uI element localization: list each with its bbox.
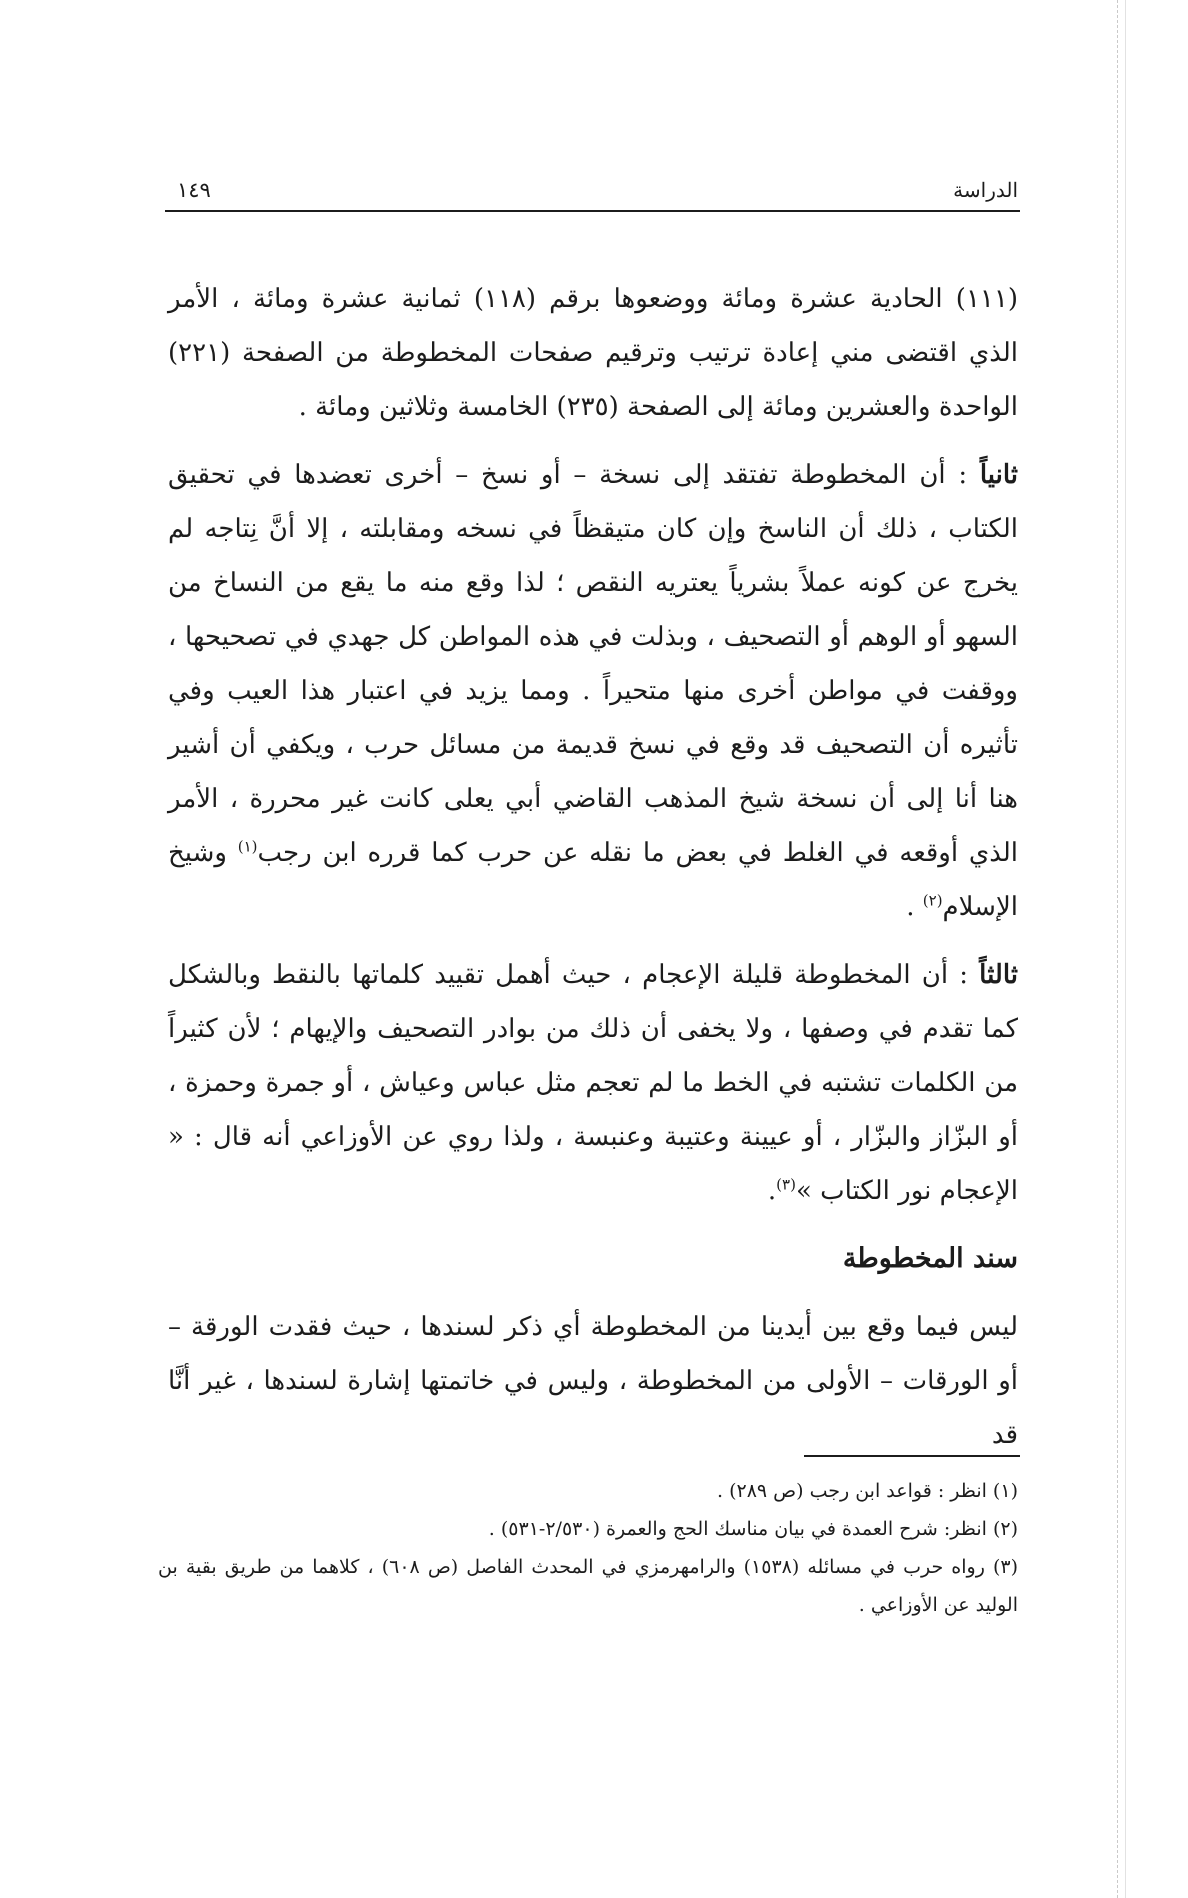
running-header: [165, 172, 1020, 212]
page-edge-line: [1117, 0, 1118, 1898]
main-text: [168, 272, 1018, 1476]
paragraph-lead-word: ثالثاً: [979, 960, 1018, 990]
paragraph-text: .: [906, 892, 923, 922]
paragraph-continuation: (١١١) الحادية عشرة ومائة ووضعوها برقم (١١٨) ثمانية عشرة ومائة ، الأمر الذي اقتضى مني إعادة ترتيب وترقيم صفحات المخطوطة من الصفحة (٢٢١) الواحدة والعشرين ومائة إلى الصفحة (٢٣٥) الخامسة وثلاثين ومائة .: [168, 284, 1018, 422]
paragraph-third-point: [168, 948, 1018, 1218]
footnote-ref-2[interactable]: (٢): [922, 891, 943, 910]
footnote-1: (١) انظر : قواعد ابن رجب (ص ٢٨٩) .: [717, 1480, 1018, 1502]
footnote-ref-3[interactable]: (٣): [776, 1175, 796, 1194]
header-title: الدراسة: [953, 178, 1018, 202]
paragraph-text: : أن المخطوطة قليلة الإعجام ، حيث أهمل تقييد كلماتها بالنقط وبالشكل كما تقدم في وصفها ، ولا يخفى أن ذلك من بوادر التصحيف والإيهام ؛ لأن كثيراً من الكلمات تشتبه في الخط ما لم تعجم مثل عباس وعياش ، أو جمرة وحمزة ، أو البزّاز والبزّار ، أو عيينة وعتيبة وعنبسة ، ولذا روي عن الأوزاعي أنه قال : « الإعجام نور الكتاب »: [168, 960, 1018, 1206]
paragraph-lead-word: ثانياً: [979, 460, 1018, 490]
paragraph-manuscript-chain: ليس فيما وقع بين أيدينا من المخطوطة أي ذكر لسندها ، حيث فقدت الورقة – أو الورقات – الأولى من المخطوطة ، وليس في خاتمتها إشارة لسندها ، غير أنَّا قد: [168, 1312, 1018, 1450]
page-number: ١٤٩: [177, 178, 211, 202]
paragraph-second-point: [168, 448, 1018, 934]
footnote-divider: [804, 1455, 1020, 1457]
footnote-3: (٣) رواه حرب في مسائله (١٥٣٨) والرامهرمزي في المحدث الفاصل (ص ٦٠٨) ، كلاهما من طريق بقية بن الوليد عن الأوزاعي .: [158, 1556, 1018, 1616]
paragraph-text: .: [767, 1176, 777, 1206]
paragraph-text: وشيخ الإسلام: [168, 838, 1018, 922]
footnote-2: (٢) انظر: شرح العمدة في بيان مناسك الحج والعمرة (٢/٥٣٠-٥٣١) .: [488, 1518, 1018, 1540]
footnote-ref-1[interactable]: (١): [237, 837, 258, 856]
footnotes: [158, 1472, 1018, 1624]
paragraph-text: : أن المخطوطة تفتقد إلى نسخة – أو نسخ – أخرى تعضدها في تحقيق الكتاب ، ذلك أن الناسخ وإن كان متيقظاً في نسخه ومقابلته ، إلا أنَّ نِتاجه لم يخرج عن كونه عملاً بشرياً يعتريه النقص ؛ لذا وقع منه ما يقع من النساخ من السهو أو الوهم أو التصحيف ، وبذلت في هذه المواطن كل جهدي في تصحيحها ، ووقفت في مواطن أخرى منها متحيراً . ومما يزيد في اعتبار هذا العيب وفي تأثيره أن التصحيف قد وقع في نسخ قديمة من مسائل حرب ، ويكفي أن أشير هنا أنا إلى أن نسخة شيخ المذهب القاضي أبي يعلى كانت غير محررة ، الأمر الذي أوقعه في الغلط في بعض ما نقله عن حرب كما قرره ابن رجب: [168, 460, 1018, 868]
section-heading: سند المخطوطة: [842, 1243, 1018, 1274]
page-edge-outer-line: [1125, 0, 1126, 1898]
